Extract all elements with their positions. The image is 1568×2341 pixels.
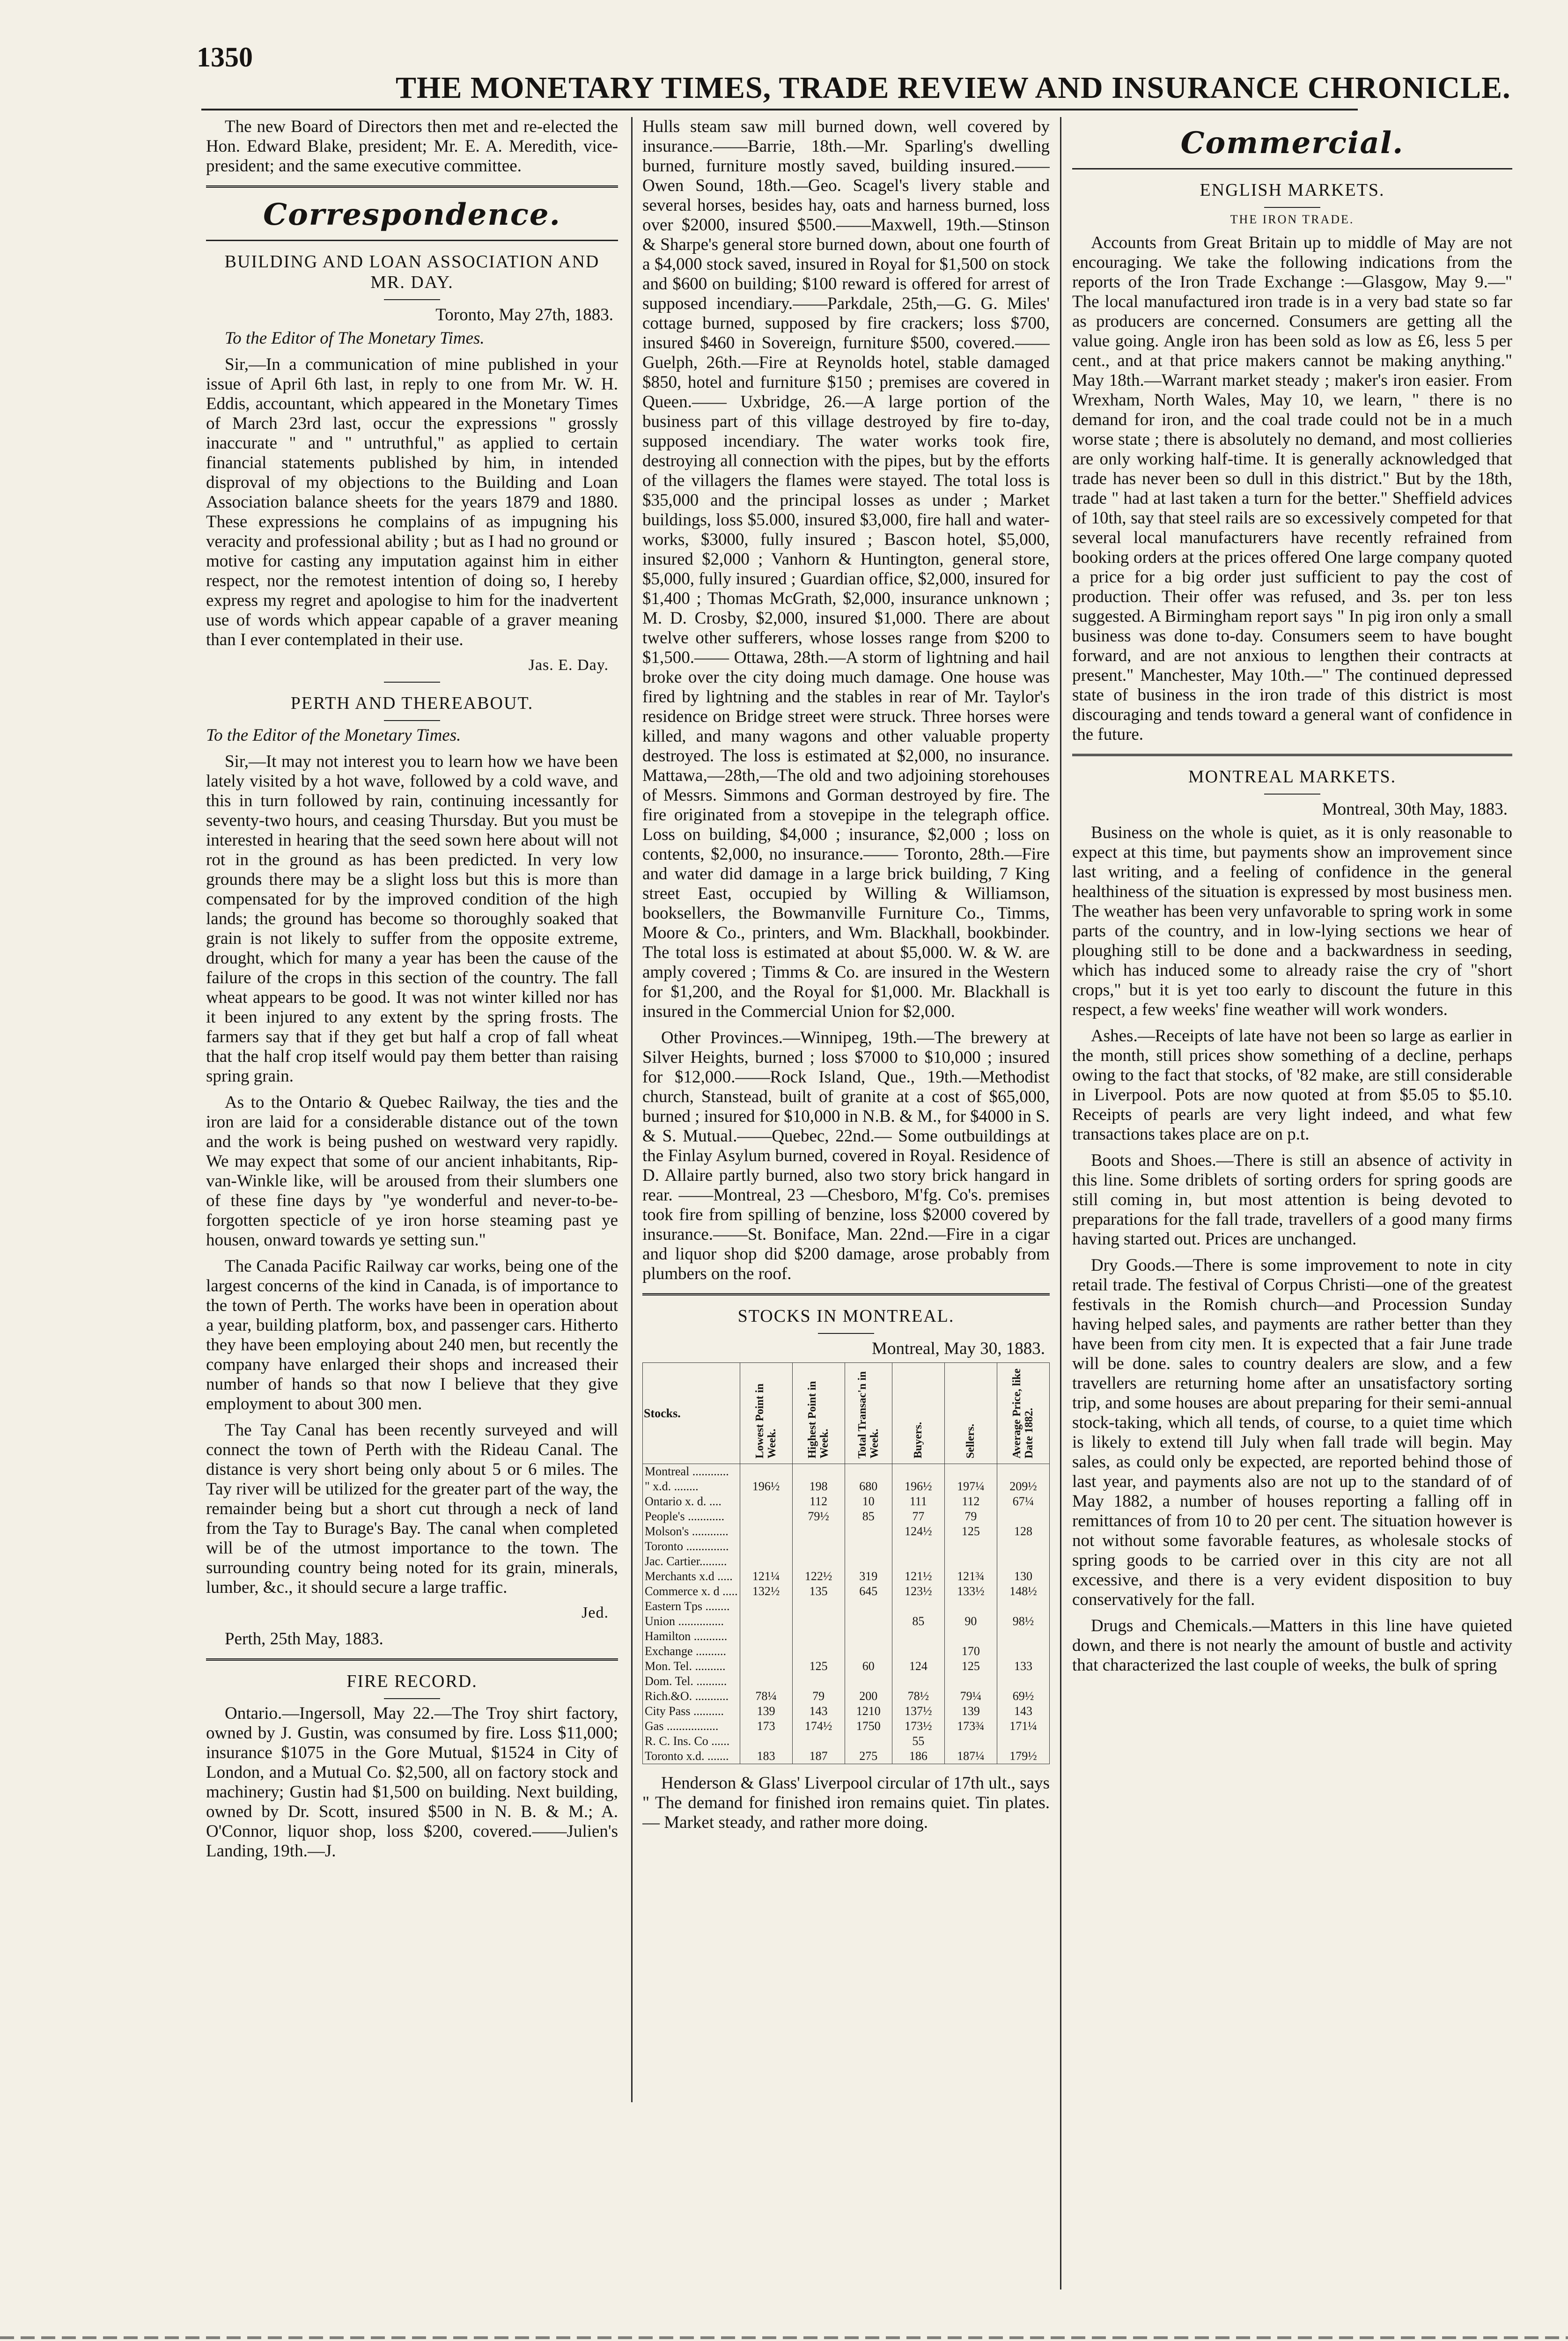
stock-name-cell: People's ............ bbox=[643, 1509, 740, 1524]
perth-heading: PERTH AND THEREABOUT. bbox=[290, 693, 534, 713]
fire-record-paragraph: Other Provinces.—Winnipeg, 19th.—The brewery at Silver Heights, burned ; loss $7000 to $10,000 ; insured for $12,000.——Rock Island, Que., 19th.—Methodist church, Stanstead, built of granite at a cost of $65,000, burned ; insured for $10,000 in N.B. & M., for $4000 in S. & S. Mutual.——Quebec, 22nd.— Some outbuildings at the Finlay Asylum burned, covered in Royal. Residence of D. Allaire partly burned, also two story brick hangard in rear. ——Montreal, 23 —Chesboro, M'fg. Co's. premises took fire from spilling of benzine, loss $2000 covered by insurance.——St. Boniface, Man. 22nd.—Fire in a cigar and liquor shop did $200 damage, arose probably from plumbers on the roof. bbox=[642, 1028, 1050, 1283]
stock-value-cell bbox=[892, 1554, 944, 1569]
stock-value-cell bbox=[944, 1464, 997, 1480]
perth-salutation: To the Editor of the Monetary Times. bbox=[206, 726, 461, 745]
montreal-dateline: Montreal, 30th May, 1883. bbox=[1322, 800, 1508, 819]
stock-value-cell: 85 bbox=[892, 1614, 944, 1629]
stocks-col-header-name: Stocks. bbox=[643, 1363, 740, 1464]
stock-value-cell bbox=[792, 1464, 845, 1480]
stock-value-cell bbox=[792, 1674, 845, 1689]
section-rule bbox=[1072, 754, 1512, 756]
stock-value-cell bbox=[792, 1629, 845, 1644]
stock-value-cell bbox=[997, 1644, 1049, 1659]
stock-value-cell: 79½ bbox=[792, 1509, 845, 1524]
stock-value-cell: 90 bbox=[944, 1614, 997, 1629]
stock-name-cell: R. C. Ins. Co ...... bbox=[643, 1734, 740, 1749]
stock-value-cell: 173¾ bbox=[944, 1719, 997, 1734]
stock-value-cell: 85 bbox=[845, 1509, 892, 1524]
fire-record-heading: FIRE RECORD. bbox=[346, 1671, 478, 1691]
table-row bbox=[643, 1569, 1050, 1584]
stock-value-cell: 1210 bbox=[845, 1704, 892, 1719]
stock-value-cell: 173 bbox=[740, 1719, 792, 1734]
stock-value-cell bbox=[845, 1554, 892, 1569]
table-row bbox=[643, 1659, 1050, 1674]
stock-value-cell: 197¼ bbox=[944, 1479, 997, 1494]
stocks-heading: STOCKS IN MONTREAL. bbox=[737, 1306, 955, 1326]
table-row bbox=[643, 1614, 1050, 1629]
english-markets-body: Accounts from Great Britain up to middle of May are not encouraging. We take the following indications from the reports of the Iron Trade Exchange :—Glasgow, May 9.—" The local manufactured iron trade is in a very bad state so far as producers are concerned. Consumers are getting all the value going. Angle iron has been sold as low as £6, less 5 per cent., and at that price makers cannot be making anything." May 18th.—Warrant market steady ; maker's iron easier. From Wrexham, North Wales, May 10, we learn, " there is no demand for iron, and the coal trade could not be in a much worse state ; there is absolutely no demand, and most collieries are only working half-time. It is generally acknowledged that trade has never been so dull in this district." But by the 18th, trade " had at last taken a turn for the better." Sheffield advices of 10th, say that steel rails are so excessively competed for that several local manufacturers have recently refrained from booking orders at the prices offered One large company quoted a price for a big order just sufficient to pay the cost of production. Their offer was refused, and 3s. per ton less suggested. A Birmingham report says " In pig iron only a small business was done to-day. Consumers seem to have bought forward, and are not anxious to lengthen their contracts at present." Manchester, May 10th.—" The continued depressed state of business in the iron trade of this district is most discouraging and tends toward a general want of confidence in the future. bbox=[1072, 233, 1512, 744]
stock-value-cell bbox=[740, 1674, 792, 1689]
stock-value-cell bbox=[997, 1734, 1049, 1749]
stock-value-cell bbox=[845, 1734, 892, 1749]
short-rule bbox=[818, 1333, 874, 1334]
stock-value-cell: 78¼ bbox=[740, 1689, 792, 1704]
stock-value-cell: 173½ bbox=[892, 1719, 944, 1734]
stocks-dateline: Montreal, May 30, 1883. bbox=[872, 1339, 1045, 1358]
short-rule bbox=[384, 299, 440, 300]
stock-value-cell: 187 bbox=[792, 1749, 845, 1764]
stock-value-cell: 174½ bbox=[792, 1719, 845, 1734]
short-rule bbox=[384, 1698, 440, 1699]
stock-name-cell: Toronto .............. bbox=[643, 1539, 740, 1554]
stocks-col-header-label: Lowest Point in Week. bbox=[754, 1383, 779, 1458]
table-row bbox=[643, 1749, 1050, 1764]
stock-value-cell bbox=[792, 1734, 845, 1749]
stocks-col-header-label: Average Price, like Date 1882. bbox=[1011, 1368, 1036, 1458]
stock-value-cell: 139 bbox=[944, 1704, 997, 1719]
stock-value-cell bbox=[740, 1644, 792, 1659]
stock-name-cell: Commerce x. d ..... bbox=[643, 1584, 740, 1599]
stock-value-cell bbox=[997, 1464, 1049, 1480]
column-2 bbox=[642, 117, 1050, 2294]
stock-value-cell: 171¼ bbox=[997, 1719, 1049, 1734]
stock-value-cell bbox=[792, 1524, 845, 1539]
stock-value-cell: 124 bbox=[892, 1659, 944, 1674]
table-row bbox=[643, 1524, 1050, 1539]
stock-value-cell: 10 bbox=[845, 1494, 892, 1509]
fire-record-paragraph: Ontario.—Ingersoll, May 22.—The Troy shirt factory, owned by J. Gustin, was consumed by fire. Loss $11,000; insurance $1075 in the Gore Mutual, $1524 in City of London, and a Mutual Co. $2,500, all on factory stock and machinery; Gustin had $1,500 on building. Next building, owned by Dr. Scott, insured $500 in N. B. & M.; A. O'Connor, liquor shop, loss $200, covered.——Julien's Landing, 19th.—J. bbox=[206, 1704, 618, 1861]
stock-value-cell bbox=[892, 1629, 944, 1644]
stocks-body bbox=[643, 1464, 1050, 1764]
stock-value-cell bbox=[792, 1644, 845, 1659]
stock-name-cell: Rich.&O. ........... bbox=[643, 1689, 740, 1704]
stock-value-cell: 170 bbox=[944, 1644, 997, 1659]
stock-value-cell bbox=[792, 1539, 845, 1554]
stock-value-cell: 121¼ bbox=[740, 1569, 792, 1584]
stock-value-cell: 128 bbox=[997, 1524, 1049, 1539]
stock-name-cell: " x.d. ........ bbox=[643, 1479, 740, 1494]
stocks-col-header bbox=[997, 1363, 1049, 1464]
montreal-markets-heading: MONTREAL MARKETS. bbox=[1188, 767, 1397, 787]
commercial-heading: Commercial. bbox=[1180, 125, 1404, 161]
stock-value-cell bbox=[997, 1539, 1049, 1554]
stock-value-cell bbox=[740, 1614, 792, 1629]
stock-value-cell: 133 bbox=[997, 1659, 1049, 1674]
stock-value-cell bbox=[740, 1524, 792, 1539]
stock-value-cell: 122½ bbox=[792, 1569, 845, 1584]
column-3 bbox=[1072, 117, 1512, 2280]
column-divider bbox=[1060, 117, 1061, 2289]
stock-value-cell: 196½ bbox=[892, 1479, 944, 1494]
column-1 bbox=[206, 117, 618, 2074]
table-row bbox=[643, 1719, 1050, 1734]
stock-name-cell: Molson's ............ bbox=[643, 1524, 740, 1539]
correspondence-heading: Correspondence. bbox=[263, 197, 561, 232]
stock-value-cell bbox=[740, 1734, 792, 1749]
stock-value-cell bbox=[944, 1629, 997, 1644]
section-rule bbox=[206, 1658, 618, 1661]
stock-value-cell: 186 bbox=[892, 1749, 944, 1764]
stock-value-cell bbox=[845, 1539, 892, 1554]
table-row bbox=[643, 1674, 1050, 1689]
stock-value-cell: 98½ bbox=[997, 1614, 1049, 1629]
stock-name-cell: Ontario x. d. .... bbox=[643, 1494, 740, 1509]
stock-value-cell bbox=[792, 1599, 845, 1614]
stock-value-cell: 121½ bbox=[892, 1569, 944, 1584]
stock-value-cell: 680 bbox=[845, 1479, 892, 1494]
stock-value-cell bbox=[944, 1539, 997, 1554]
stock-value-cell bbox=[944, 1599, 997, 1614]
stock-value-cell bbox=[944, 1734, 997, 1749]
stock-value-cell bbox=[740, 1509, 792, 1524]
stock-value-cell bbox=[892, 1644, 944, 1659]
stock-value-cell: 183 bbox=[740, 1749, 792, 1764]
stock-value-cell: 112 bbox=[944, 1494, 997, 1509]
building-loan-heading: BUILDING AND LOAN ASSOCIATION AND MR. DAY. bbox=[224, 252, 600, 292]
stock-value-cell: 645 bbox=[845, 1584, 892, 1599]
stock-value-cell: 132½ bbox=[740, 1584, 792, 1599]
table-row bbox=[643, 1539, 1050, 1554]
drugs-chemicals-paragraph: Drugs and Chemicals.—Matters in this line have quieted down, and there is not nearly the amount of bustle and activity that characterized the last couple of weeks, the bulk of spring bbox=[1072, 1616, 1512, 1675]
table-row bbox=[643, 1479, 1050, 1494]
perth-dateline: Perth, 25th May, 1883. bbox=[225, 1629, 383, 1649]
table-row bbox=[643, 1509, 1050, 1524]
stock-value-cell bbox=[997, 1674, 1049, 1689]
stocks-col-header-label: Sellers. bbox=[964, 1424, 977, 1458]
short-rule bbox=[1264, 207, 1320, 208]
stock-value-cell: 133½ bbox=[944, 1584, 997, 1599]
henderson-paragraph: Henderson & Glass' Liverpool circular of 17th ult., says " The demand for finished iron remains quiet. Tin plates.— Market steady, and rather more doing. bbox=[642, 1774, 1050, 1832]
stock-value-cell: 55 bbox=[892, 1734, 944, 1749]
stocks-col-header bbox=[792, 1363, 845, 1464]
stock-value-cell bbox=[845, 1614, 892, 1629]
stock-value-cell bbox=[997, 1554, 1049, 1569]
section-rule bbox=[206, 185, 618, 188]
stock-value-cell: 121¾ bbox=[944, 1569, 997, 1584]
table-row bbox=[643, 1464, 1050, 1480]
stock-value-cell bbox=[845, 1599, 892, 1614]
stock-value-cell bbox=[740, 1539, 792, 1554]
stocks-table bbox=[642, 1362, 1050, 1764]
stock-value-cell: 130 bbox=[997, 1569, 1049, 1584]
perth-signature: Jed. bbox=[582, 1604, 609, 1621]
stock-name-cell: City Pass .......... bbox=[643, 1704, 740, 1719]
stock-value-cell: 79¼ bbox=[944, 1689, 997, 1704]
table-row bbox=[643, 1704, 1050, 1719]
stock-name-cell: Dom. Tel. .......... bbox=[643, 1674, 740, 1689]
stock-name-cell: Merchants x.d ..... bbox=[643, 1569, 740, 1584]
page-number: 1350 bbox=[197, 42, 253, 73]
building-letter-body: Sir,—In a communication of mine published in your issue of April 6th last, in reply to one from Mr. W. H. Eddis, accountant, which appeared in the Monetary Times of March 23rd last, occur the expressions " grossly inaccurate " and " untruthful," as applied to certain financial statements published by him, in intended disproval of my objections to the Building and Loan Association balance sheets for the years 1879 and 1880. These expressions he complains of as impugning his veracity and professional ability ; but as I had no ground or motive for casting any imputation against him in either respect, nor the remotest intention of doing so, I hereby express my regret and apologise to him for the inadvertent use of words which appear capable of a graver meaning than I ever contemplated in their use. bbox=[206, 355, 618, 649]
short-rule bbox=[1264, 794, 1320, 795]
perth-paragraph: Sir,—It may not interest you to learn how we have been lately visited by a hot wave, followed by a cold wave, and this in turn followed by rain, continuing incessantly for seventy-two hours, and ceasing Thursday. But you must be interested in hearing that the seed sown here about will not rot in the ground as has been predicted. In very low grounds there may be a slight loss but this is more than compensated for by the improved condition of the high lands; the ground has become so thoroughly soaked that grain is not likely to suffer from the opposite extreme, drought, which for many a year has been the cause of the failure of the crops in this section of the country. The fall wheat appears to be good. It was not winter killed nor has it been injured to any extent by the spring frosts. The farmers say that if they get but half a crop of fall wheat that the half crop itself would pay them better than raising spring grain. bbox=[206, 752, 618, 1086]
stock-value-cell: 196½ bbox=[740, 1479, 792, 1494]
stocks-col-header-label: Buyers. bbox=[912, 1422, 925, 1458]
stock-value-cell: 125 bbox=[792, 1659, 845, 1674]
building-signature: Jas. E. Day. bbox=[528, 656, 609, 674]
english-markets-heading: ENGLISH MARKETS. bbox=[1200, 180, 1385, 200]
stock-value-cell: 198 bbox=[792, 1479, 845, 1494]
stock-value-cell: 125 bbox=[944, 1524, 997, 1539]
stock-value-cell: 139 bbox=[740, 1704, 792, 1719]
building-dateline: Toronto, May 27th, 1883. bbox=[435, 305, 613, 324]
stock-value-cell: 123½ bbox=[892, 1584, 944, 1599]
stock-value-cell bbox=[997, 1599, 1049, 1614]
stock-value-cell: 209½ bbox=[997, 1479, 1049, 1494]
table-row bbox=[643, 1494, 1050, 1509]
stocks-col-header-label: Total Transac'n in Week. bbox=[856, 1371, 881, 1458]
stock-value-cell: 69½ bbox=[997, 1689, 1049, 1704]
stock-value-cell bbox=[892, 1674, 944, 1689]
montreal-paragraph: Business on the whole is quiet, as it is only reasonable to expect at this time, but payments show an improvement since last writing, and a feeling of confidence in the general healthiness of the situation is expressed by most business men. The weather has been very unfavorable to spring work in some parts of the country, and in low-lying sections we hear of ploughing still to be done and a backwardness in seeding, which has induced some to already raise the cry of "short crops," but it is yet too early to discount the future in this respect, a few weeks' fine weather will work wonders. bbox=[1072, 823, 1512, 1019]
stock-value-cell bbox=[740, 1629, 792, 1644]
stock-value-cell: 319 bbox=[845, 1569, 892, 1584]
stock-name-cell: Hamilton ........... bbox=[643, 1629, 740, 1644]
perth-paragraph: The Canada Pacific Railway car works, being one of the largest concerns of the kind in Canada, is of importance to the town of Perth. The works have been in operation about a year, building platform, box, and passenger cars. Hitherto they have been employing about 240 men, but recently the company have enlarged their shops and increased their number of hands so that now I believe that they give employment to about 300 men. bbox=[206, 1257, 618, 1413]
perth-paragraph: As to the Ontario & Quebec Railway, the ties and the iron are laid for a considerable distance out of the town and the work is being pushed on westward very rapidly. We may expect that some of our ancient inhabitants, Rip-van-Winkle like, will be aroused from their slumbers one of these fine days by "ye wonderful and never-to-be-forgotten specticle of ye iron horse steaming past ye housen, onward towards ye setting sun." bbox=[206, 1093, 618, 1250]
iron-trade-subheading: THE IRON TRADE. bbox=[1230, 213, 1355, 226]
stock-value-cell: 187¼ bbox=[944, 1749, 997, 1764]
section-rule bbox=[1072, 168, 1512, 169]
table-row bbox=[643, 1599, 1050, 1614]
building-salutation: To the Editor of The Monetary Times. bbox=[225, 329, 485, 348]
stock-value-cell: 79 bbox=[792, 1689, 845, 1704]
stock-value-cell: 1750 bbox=[845, 1719, 892, 1734]
stock-name-cell: Toronto x.d. ....... bbox=[643, 1749, 740, 1764]
stock-value-cell: 275 bbox=[845, 1749, 892, 1764]
stock-value-cell bbox=[892, 1539, 944, 1554]
short-rule bbox=[384, 682, 440, 683]
stock-name-cell: Jac. Cartier......... bbox=[643, 1554, 740, 1569]
stock-value-cell: 79 bbox=[944, 1509, 997, 1524]
stock-name-cell: Montreal ............ bbox=[643, 1464, 740, 1480]
stock-value-cell bbox=[740, 1464, 792, 1480]
stock-value-cell: 112 bbox=[792, 1494, 845, 1509]
stock-value-cell: 111 bbox=[892, 1494, 944, 1509]
stock-value-cell bbox=[740, 1599, 792, 1614]
stock-value-cell bbox=[845, 1464, 892, 1480]
section-rule bbox=[206, 240, 618, 241]
table-row bbox=[643, 1584, 1050, 1599]
stock-value-cell: 78½ bbox=[892, 1689, 944, 1704]
stock-name-cell: Union ............... bbox=[643, 1614, 740, 1629]
stock-value-cell bbox=[792, 1554, 845, 1569]
stock-value-cell bbox=[997, 1509, 1049, 1524]
stock-value-cell: 124½ bbox=[892, 1524, 944, 1539]
stock-value-cell: 143 bbox=[792, 1704, 845, 1719]
fire-record-paragraph: Hulls steam saw mill burned down, well covered by insurance.——Barrie, 18th.—Mr. Sparling's dwelling burned, furniture mostly saved, building insured.——Owen Sound, 18th.—Geo. Scagel's livery stable and several horses, besides hay, oats and harness burned, loss over $2000, insured $500.——Maxwell, 19th.—Stinson & Sharpe's general store burned down, about one fourth of a $4,000 stock saved, insured in Royal for $1,500 on stock and $600 on building; $100 reward is offered for arrest of supposed incendiary.——Parkdale, 25th,—G. G. Miles' cottage burned, supposed by fire crackers; loss $700, insured $460 in Sovereign, furniture $500, covered.——Guelph, 26th.—Fire at Reynolds hotel, stable damaged $850, hotel and furniture $150 ; premises are covered in Queen.—— Uxbridge, 26.—A large portion of the business part of this village destroyed by fire to-day, supposed incendiary. The water works took fire, destroying all connection with the pipes, but by the efforts of the villagers the flames were stayed. The total loss is $35,000 and the principal losses as under ; Market buildings, loss $5.000, insured $3,000, fire hall and water-works, $3000, fully insured ; Bascon hotel, $5,000, insured $2,000 ; Vanhorn & Huntington, general store, $5,000, fully insured ; Guardian office, $2,000, insured for $1,400 ; Thomas McGrath, $2,000, insurance unknown ; M. D. Crosby, $2,000, insured $1,000. There are about twelve other sufferers, whose losses range from $200 to $1,500.—— Ottawa, 28th.—A storm of lightning and hail broke over the city doing much damage. One house was fired by lightning and the stables in rear of Mr. Taylor's residence on Bridge street were struck. Three horses were killed, and many wagons and other valuable property destroyed. The loss is estimated at $2,000, no insurance. Mattawa,—28th,—The old and two adjoining storehouses of Messrs. Simmons and Gorman destroyed by fire. The fire originated from a stovepipe in the telegraph office. Loss on building, $4,000 ; insurance, $2,000 ; loss on contents, $2,000, no insurance.—— Toronto, 28th.—Fire and water did damage in a large brick building, 7 King street East, occupied by Willing & Williamson, booksellers, the Bowmanville Furniture Co., Timms, Moore & Co., printers, and Wm. Blackhall, bookbinder. The total loss is estimated at about $5,000. W. & W. are amply covered ; Timms & Co. are insured in the Western for $1,200, and the Royal for $1,000. Mr. Blackhall is insured in the Commercial Union for $2,000. bbox=[642, 117, 1050, 1021]
stock-value-cell bbox=[792, 1614, 845, 1629]
stock-value-cell bbox=[740, 1659, 792, 1674]
stock-name-cell: Exchange .......... bbox=[643, 1644, 740, 1659]
stock-value-cell: 60 bbox=[845, 1659, 892, 1674]
board-paragraph: The new Board of Directors then met and re-elected the Hon. Edward Blake, president; Mr. E. A. Meredith, vice-president; and the same executive committee. bbox=[206, 117, 618, 176]
stock-value-cell: 200 bbox=[845, 1689, 892, 1704]
stock-value-cell bbox=[892, 1599, 944, 1614]
perth-paragraph: The Tay Canal has been recently surveyed and will connect the town of Perth with the Rideau Canal. The distance is very short being only about 5 or 6 miles. The Tay river will be utilized for the greater part of the way, the remainder being but a short cut through a neck of land from the Tay to Burage's Bay. The canal when completed will be of the utmost importance to the town. The surrounding country being noted for its grain, minerals, lumber, &c., it should secure a large traffic. bbox=[206, 1421, 618, 1597]
stock-name-cell: Eastern Tps ........ bbox=[643, 1599, 740, 1614]
stock-value-cell bbox=[944, 1554, 997, 1569]
table-row bbox=[643, 1644, 1050, 1659]
stocks-col-header bbox=[892, 1363, 944, 1464]
boots-shoes-paragraph: Boots and Shoes.—There is still an absence of activity in this line. Some driblets of sorting orders for spring goods are still coming in, but most attention is being devoted to preparations for the fall trade, travellers of a good many firms having started out. Prices are unchanged. bbox=[1072, 1151, 1512, 1249]
stock-value-cell bbox=[997, 1629, 1049, 1644]
stocks-col-header bbox=[740, 1363, 792, 1464]
stock-value-cell bbox=[944, 1674, 997, 1689]
stock-value-cell: 179½ bbox=[997, 1749, 1049, 1764]
stock-value-cell: 67¼ bbox=[997, 1494, 1049, 1509]
stock-value-cell bbox=[845, 1674, 892, 1689]
stock-name-cell: Mon. Tel. .......... bbox=[643, 1659, 740, 1674]
masthead-rule bbox=[201, 109, 1358, 110]
table-row bbox=[643, 1734, 1050, 1749]
table-row bbox=[643, 1629, 1050, 1644]
ashes-paragraph: Ashes.—Receipts of late have not been so large as earlier in the month, still prices show something of a decline, perhaps owing to the fact that stocks, of '82 make, are still considerable in Liverpool. Pots are now quoted at from $5.05 to $5.10. Receipts of pearls are very light indeed, and what few transactions takes place are on p.t. bbox=[1072, 1026, 1512, 1144]
stock-value-cell bbox=[740, 1554, 792, 1569]
stock-value-cell: 143 bbox=[997, 1704, 1049, 1719]
short-rule bbox=[384, 720, 440, 721]
dry-goods-paragraph: Dry Goods.—There is some improvement to note in city retail trade. The festival of Corpus Christi—one of the greatest festivals in the Romish church—and Procession Sunday having helped sales, and payments are rather better than they have been from city men. It is expected that a fair June trade will be done. sales to country dealers are slow, and a few travellers are returning home after an unsatisfactory sorting trip, and some houses are about preparing for their semi-annual stock-taking, which all tends, of course, to a quiet time which is likely to extend till July when fall trade will begin. May sales, as could only be expected, are reported behind those of last year, and payments also are not up to the standard of of May 1882, a number of houses reporting a falling off in remittances of from 10 to 20 per cent. The situation however is not without some favorable features, as wholesale stocks of spring goods to be carried over in this city are not all excessive, and there is a very evident disposition to buy conservatively for the fall. bbox=[1072, 1256, 1512, 1609]
stock-value-cell bbox=[740, 1494, 792, 1509]
stock-name-cell: Gas ................. bbox=[643, 1719, 740, 1734]
table-row bbox=[643, 1689, 1050, 1704]
page-bottom-rule bbox=[0, 2336, 1568, 2339]
stock-value-cell bbox=[845, 1524, 892, 1539]
column-divider bbox=[631, 117, 633, 2102]
stock-value-cell: 135 bbox=[792, 1584, 845, 1599]
stocks-col-header bbox=[845, 1363, 892, 1464]
section-rule bbox=[642, 1293, 1050, 1296]
stock-value-cell bbox=[845, 1629, 892, 1644]
stock-value-cell: 137½ bbox=[892, 1704, 944, 1719]
stock-value-cell: 125 bbox=[944, 1659, 997, 1674]
stocks-col-header-label: Highest Point in Week. bbox=[806, 1381, 831, 1458]
stock-value-cell bbox=[892, 1464, 944, 1480]
stock-value-cell: 77 bbox=[892, 1509, 944, 1524]
masthead: THE MONETARY TIMES, TRADE REVIEW AND INSURANCE CHRONICLE. bbox=[396, 71, 1511, 105]
stock-value-cell: 148½ bbox=[997, 1584, 1049, 1599]
stocks-header-row bbox=[643, 1363, 1050, 1464]
table-row bbox=[643, 1554, 1050, 1569]
stock-value-cell bbox=[845, 1644, 892, 1659]
stocks-col-header bbox=[944, 1363, 997, 1464]
